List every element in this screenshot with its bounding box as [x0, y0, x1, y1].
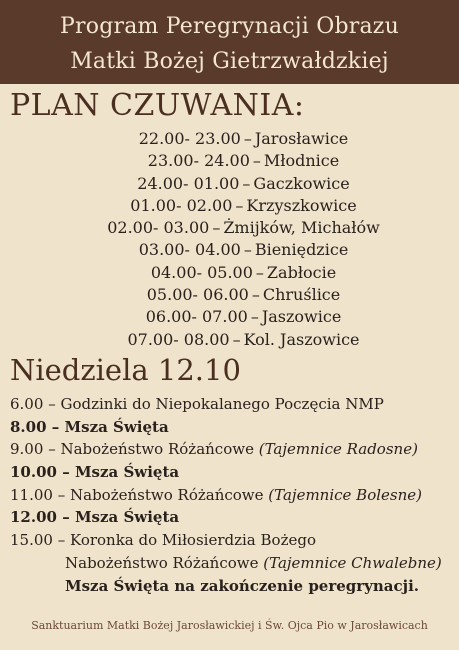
- schedule-row: 24.00- 01.00 – Gaczkowice: [137, 173, 350, 193]
- event-row: 12.00 – Msza Święta: [10, 508, 180, 527]
- schedule-row: 06.00- 07.00 – Jaszowice: [145, 307, 342, 327]
- plan-title: PLAN CZUWANIA:: [10, 88, 305, 123]
- header-banner: [0, 0, 459, 84]
- event-row: 6.00 – Godzinki do Niepokalanego Poczęcia NMP: [10, 395, 384, 413]
- header-title-line-1: Program Peregrynacji Obrazu: [60, 14, 399, 39]
- schedule-row: 22.00- 23.00 – Jarosławice: [138, 129, 349, 148]
- schedule-row: 02.00- 03.00 – Żmijków, Michałów: [107, 218, 380, 238]
- event-row-closing-mass: Msza Święta na zakończenie peregrynacji.: [65, 576, 420, 595]
- event-row-rosary: Nabożeństwo Różańcowe (Tajemnice Chwalebne): [65, 553, 442, 572]
- event-row: 11.00 – Nabożeństwo Różańcowe (Tajemnice Bolesne): [10, 485, 422, 504]
- sunday-title: Niedziela 12.10: [10, 353, 241, 387]
- schedule-row: 04.00- 05.00 – Zabłocie: [150, 262, 337, 282]
- event-row: 9.00 – Nabożeństwo Różańcowe (Tajemnice Radosne): [10, 440, 418, 459]
- schedule-row: 07.00- 08.00 – Kol. Jaszowice: [127, 329, 360, 349]
- schedule-row: 23.00- 24.00 – Młodnice: [147, 151, 340, 171]
- schedule-row: 03.00- 04.00 – Bieniędzice: [138, 240, 349, 260]
- event-row: 10.00 – Msza Święta: [10, 463, 180, 482]
- event-row: 8.00 – Msza Święta: [10, 417, 169, 436]
- sunday-events: [10, 393, 450, 597]
- vigil-schedule: [0, 128, 459, 351]
- event-row: 15.00 – Koronka do Miłosierdzia Bożego: [10, 531, 316, 550]
- footer-sanctuary: Sanktuarium Matki Bożej Jarosławickiej i Św. Ojca Pio w Jarosławicach: [31, 619, 428, 632]
- schedule-row: 01.00- 02.00 – Krzyszkowice: [130, 195, 357, 215]
- header-title-line-2: Matki Bożej Gietrzwałdzkiej: [70, 49, 389, 74]
- schedule-row: 05.00- 06.00 – Chruślice: [146, 285, 341, 305]
